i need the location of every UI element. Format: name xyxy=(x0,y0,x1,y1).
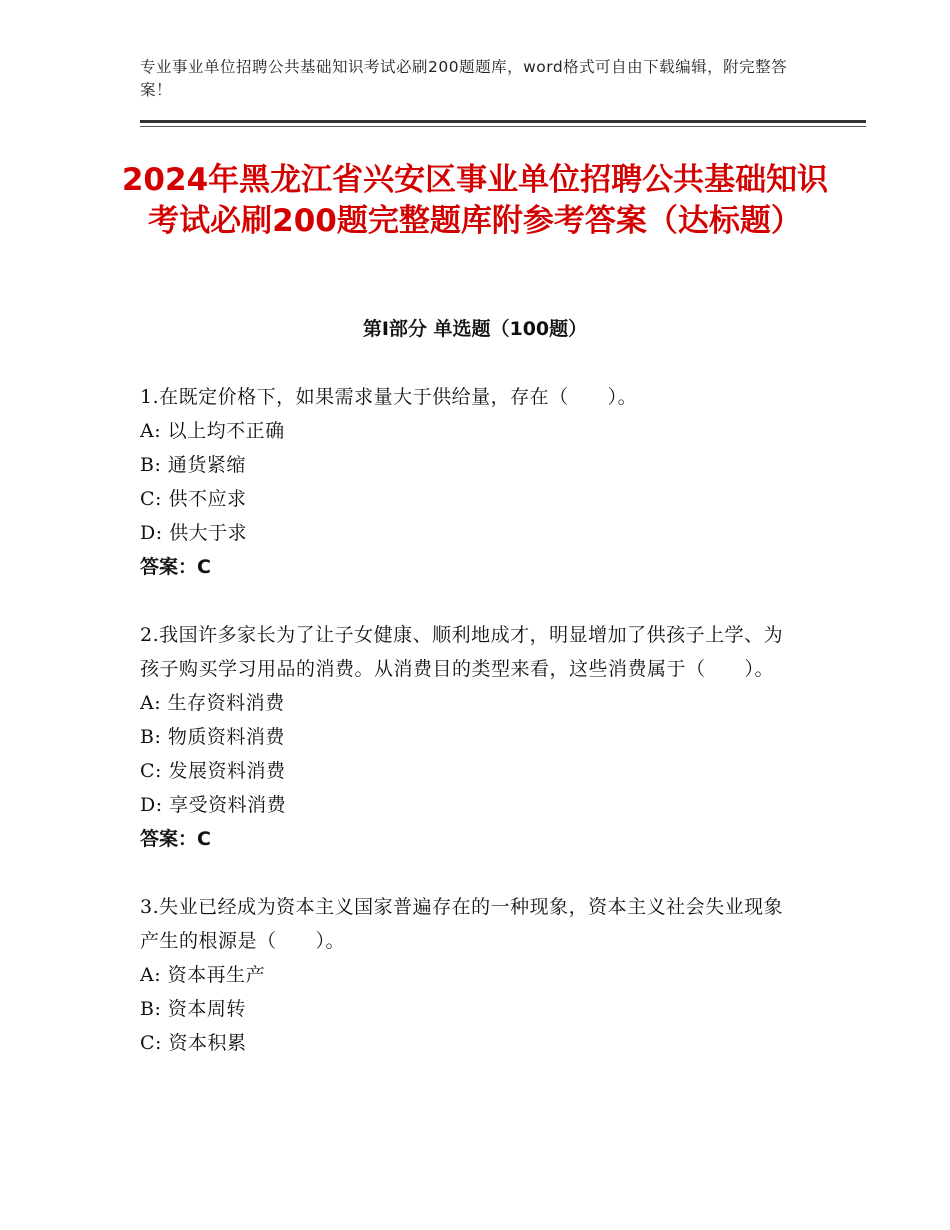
question-stem: 2.我国许多家长为了让子女健康、顺利地成才，明显增加了供孩子上学、为孩子购买学习用品的消费。从消费目的类型来看，这些消费属于（ ）。 xyxy=(140,624,784,680)
option-d: D: 供大于求 xyxy=(140,522,248,544)
option-c: C: 供不应求 xyxy=(140,488,247,510)
question-2 xyxy=(140,618,800,856)
question-stem: 1.在既定价格下，如果需求量大于供给量，存在（ ）。 xyxy=(140,386,638,408)
option-a: A: 以上均不正确 xyxy=(140,420,285,442)
option-a: A: 生存资料消费 xyxy=(140,692,285,714)
answer-line: 答案：C xyxy=(140,828,211,850)
document-title: 2024年黑龙江省兴安区事业单位招聘公共基础知识考试必刷200题完整题库附参考答案（达标题） xyxy=(121,162,829,239)
page-header: 专业事业单位招聘公共基础知识考试必刷200题题库，word格式可自由下载编辑，附完整答案！ xyxy=(140,58,788,99)
header-rule-thick xyxy=(140,120,866,123)
option-d: D: 享受资料消费 xyxy=(140,794,287,816)
header-rule-thin xyxy=(140,126,866,127)
option-b: B: 物质资料消费 xyxy=(140,726,285,748)
option-a: A: 资本再生产 xyxy=(140,964,266,986)
question-list xyxy=(140,380,800,1094)
question-stem: 3.失业已经成为资本主义国家普遍存在的一种现象，资本主义社会失业现象产生的根源是（ ）。 xyxy=(140,896,784,952)
question-1 xyxy=(140,380,800,584)
question-3 xyxy=(140,890,800,1060)
option-c: C: 发展资料消费 xyxy=(140,760,286,782)
option-b: B: 资本周转 xyxy=(140,998,246,1020)
answer-line: 答案：C xyxy=(140,556,211,578)
option-c: C: 资本积累 xyxy=(140,1032,247,1054)
option-b: B: 通货紧缩 xyxy=(140,454,246,476)
section-heading: 第Ⅰ部分 单选题（100题） xyxy=(362,318,588,340)
